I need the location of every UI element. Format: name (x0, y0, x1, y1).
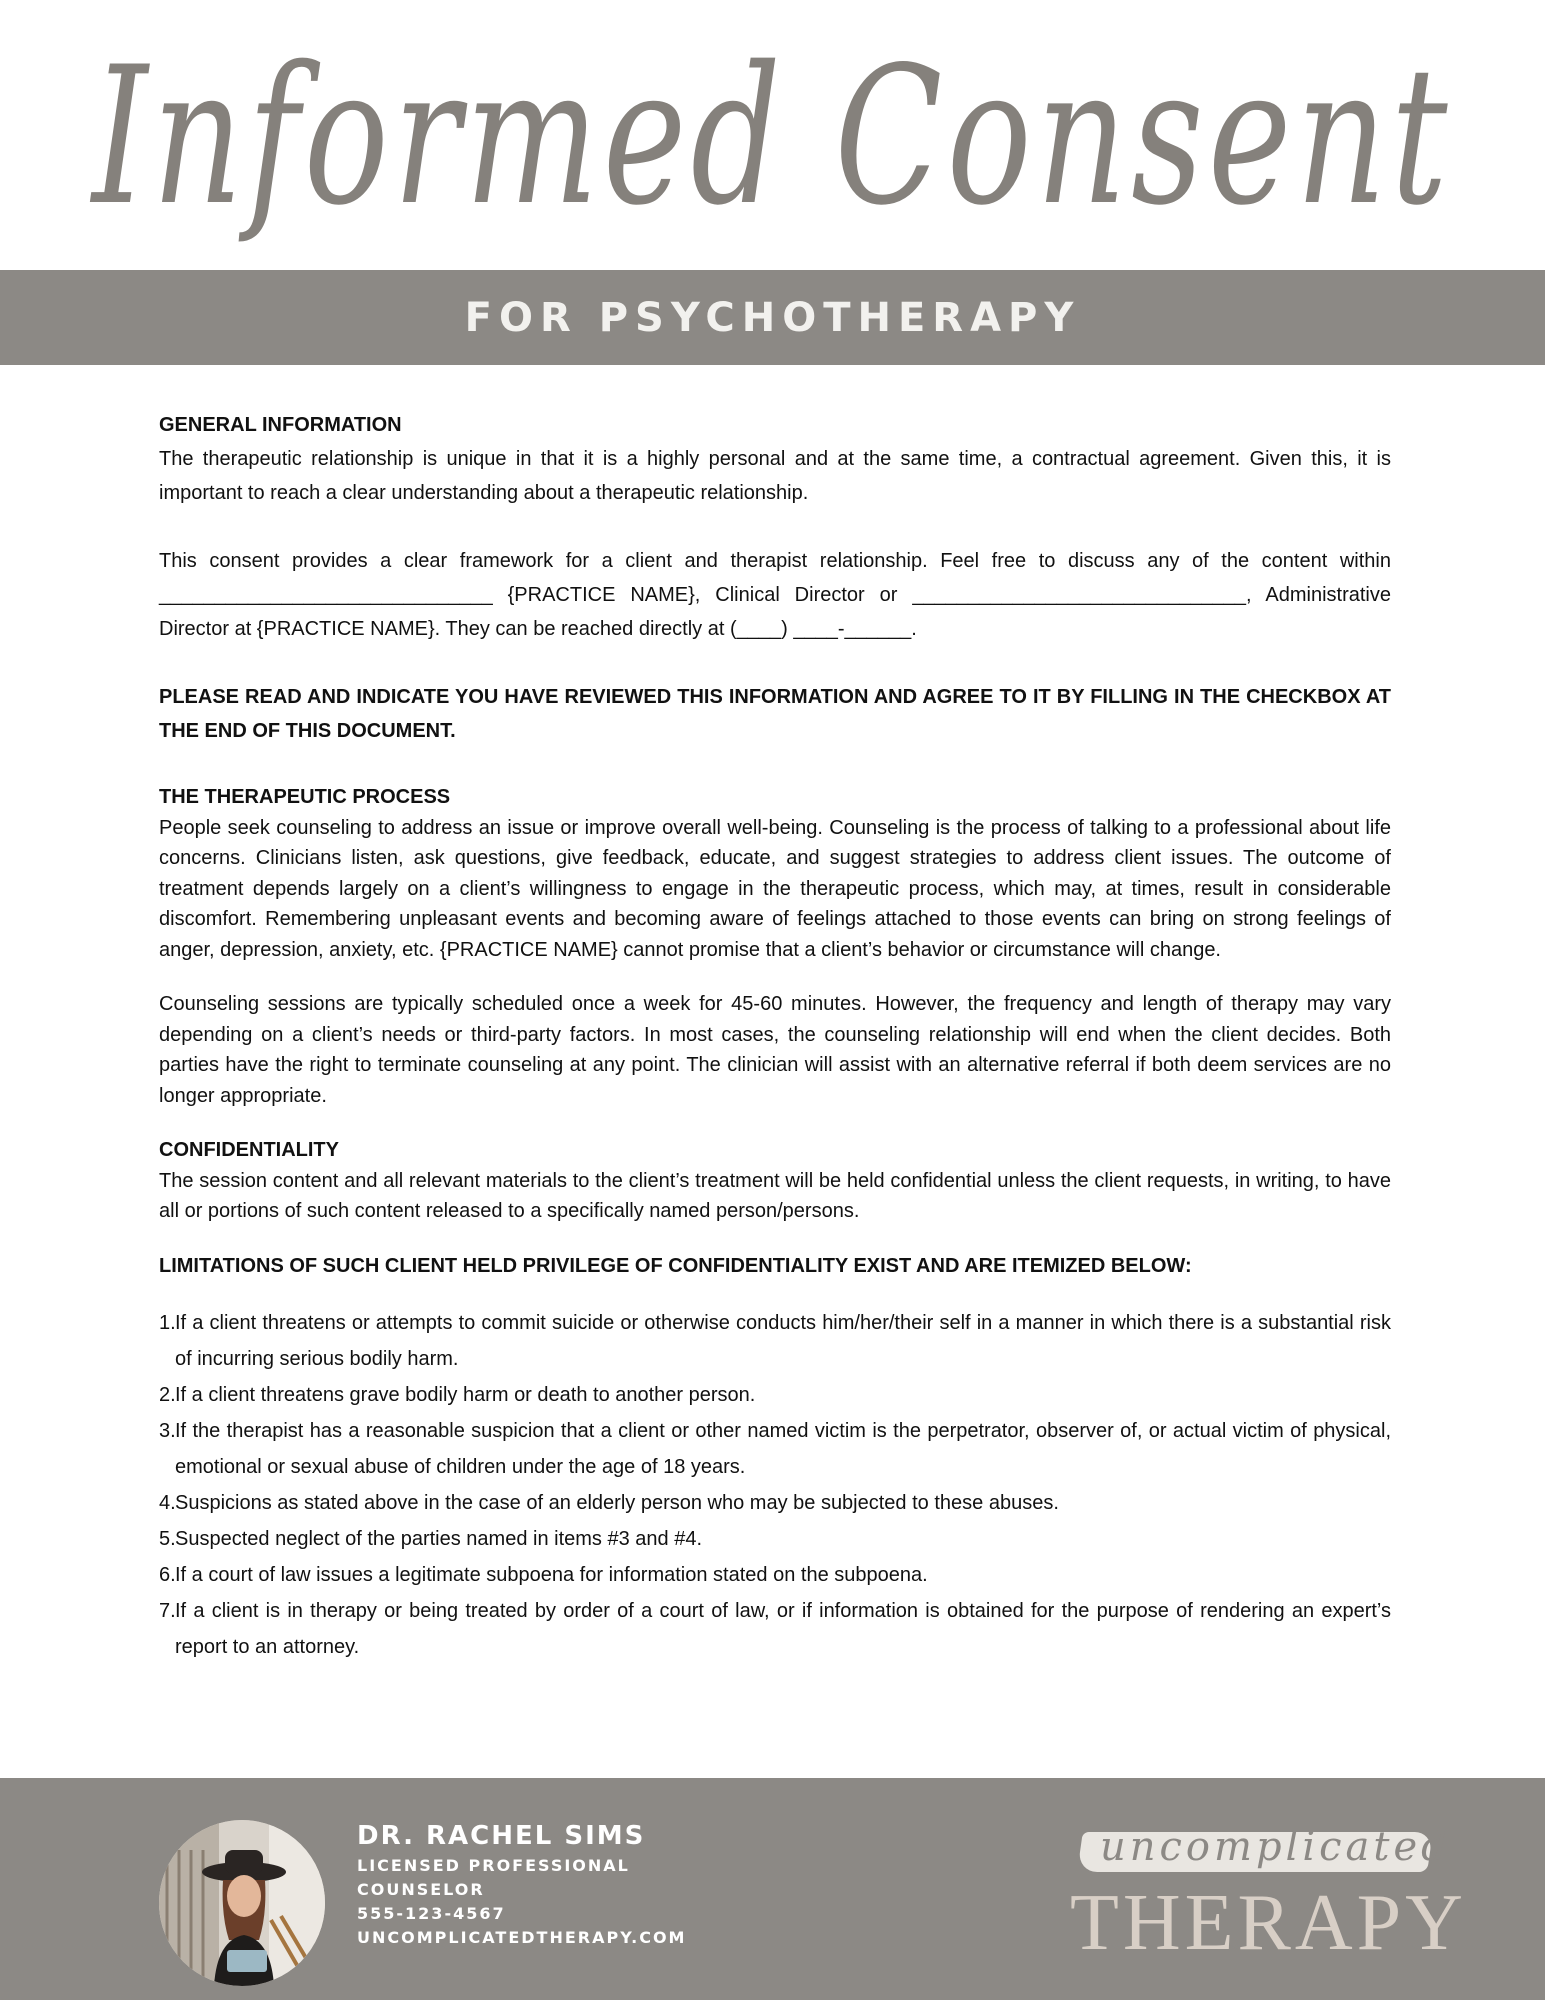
spacer (159, 1281, 1391, 1305)
spacer (159, 965, 1391, 989)
spacer (159, 510, 1391, 544)
therapeutic-process-heading: THE THERAPEUTIC PROCESS (159, 786, 451, 808)
limitations-heading: LIMITATIONS OF SUCH CLIENT HELD PRIVILEGE OF CONFIDENTIALITY EXIST AND ARE ITEMIZED BELOW: (159, 1254, 1192, 1277)
agreement-notice: PLEASE READ AND INDICATE YOU HAVE REVIEWED THIS INFORMATION AND AGREE TO IT BY FILLING IN THE CHECKBOX AT THE END OF THIS DOCUMENT. (159, 686, 1391, 742)
general-information-p1: The therapeutic relationship is unique in that it is a highly personal and at the same time, a contractual agreement. Given this, it is important to reach a clear understanding about a therapeutic relationship. (159, 448, 1391, 504)
script-title (0, 12, 1545, 262)
list-item: 4. Suspicions as stated above in the case of an elderly person who may be subjected to these abuses. (159, 1492, 1059, 1514)
therapeutic-process-section (159, 782, 1391, 1281)
counselor-title-line1: LICENSED PROFESSIONAL (357, 1856, 630, 1875)
list-item: 3. If the therapist has a reasonable suspicion that a client or other named victim is the perpetrator, observer of, or actual victim of physical, emotional or sexual abuse of children under the age of 18 years. (159, 1420, 1391, 1478)
subtitle: FOR PSYCHOTHERAPY (464, 294, 1081, 341)
therapeutic-process-p2: Counseling sessions are typically scheduled once a week for 45-60 minutes. However, the frequency and length of therapy may vary depending on a client’s needs or third-party factors. In most cases, the counseling relationship will end when the client decides. Both parties have the right to terminate counseling at any point. The clinician will assist with an alternative referral if both deem services are no longer appropriate. (159, 993, 1391, 1107)
avatar (159, 1820, 325, 1986)
general-information-p2: This consent provides a clear framework for a client and therapist relationship. Feel free to discuss any of the content within ______________________________ {PRACTICE NAME}, Clinical Director or ______________________________, Administrative Director at {PRACTICE NAME}. They can be reached directly at (____) ____-______. (159, 550, 1391, 640)
brand-script-text: uncomplicated (1100, 1824, 1451, 1870)
contact-block (357, 1818, 686, 1950)
avatar-photo-illustration (159, 1820, 325, 1986)
spacer (159, 748, 1391, 782)
limitations-list (159, 1305, 1391, 1665)
list-item: 5. Suspected neglect of the parties named in items #3 and #4. (159, 1528, 703, 1550)
list-item: 2. If a client threatens grave bodily harm or death to another person. (159, 1384, 756, 1406)
list-item: 7. If a client is in therapy or being treated by order of a court of law, or if information is obtained for the purpose of rendering an expert’s report to an attorney. (159, 1600, 1391, 1658)
spacer (159, 1111, 1391, 1135)
spacer (159, 646, 1391, 680)
general-information-heading: GENERAL INFORMATION (159, 414, 402, 436)
therapeutic-process-p1: People seek counseling to address an issue or improve overall well-being. Counseling is the process of talking to a professional about life concerns. Clinicians listen, ask questions, give feedback, educate, and suggest strategies to address client issues. The outcome of treatment depends largely on a client’s willingness to engage in the therapeutic process, which may, at times, result in considerable discomfort. Remembering unpleasant events and becoming aware of feelings attached to those events can bring on strong feelings of anger, depression, anxiety, etc. {PRACTICE NAME} cannot promise that a client’s behavior or circumstance will change. (159, 816, 1391, 961)
counselor-title-line2: COUNSELOR (357, 1880, 485, 1899)
brand-wordmark: THERAPY (1070, 1879, 1467, 1967)
confidentiality-p1: The session content and all relevant materials to the client’s treatment will be held confidential unless the client requests, in writing, to have all or portions of such content released to a specifically named person/persons. (159, 1169, 1391, 1222)
confidentiality-heading: CONFIDENTIALITY (159, 1139, 339, 1161)
footer (0, 1778, 1545, 2000)
website: UNCOMPLICATEDTHERAPY.COM (357, 1928, 687, 1947)
subtitle-band (0, 270, 1545, 365)
counselor-name: DR. RACHEL SIMS (357, 1821, 646, 1851)
spacer (159, 1227, 1391, 1251)
list-item: 1. If a client threatens or attempts to commit suicide or otherwise conducts him/her/their self in a manner in which there is a substantial risk of incurring serious bodily harm. (159, 1312, 1391, 1370)
list-item: 6. If a court of law issues a legitimate subpoena for information stated on the subpoena. (159, 1564, 928, 1586)
phone-number: 555-123-4567 (357, 1904, 506, 1923)
document-body (159, 408, 1391, 1665)
title-area (0, 0, 1545, 270)
brand-logo (1060, 1818, 1467, 1978)
script-title-text: Informed Consent (89, 26, 1452, 247)
